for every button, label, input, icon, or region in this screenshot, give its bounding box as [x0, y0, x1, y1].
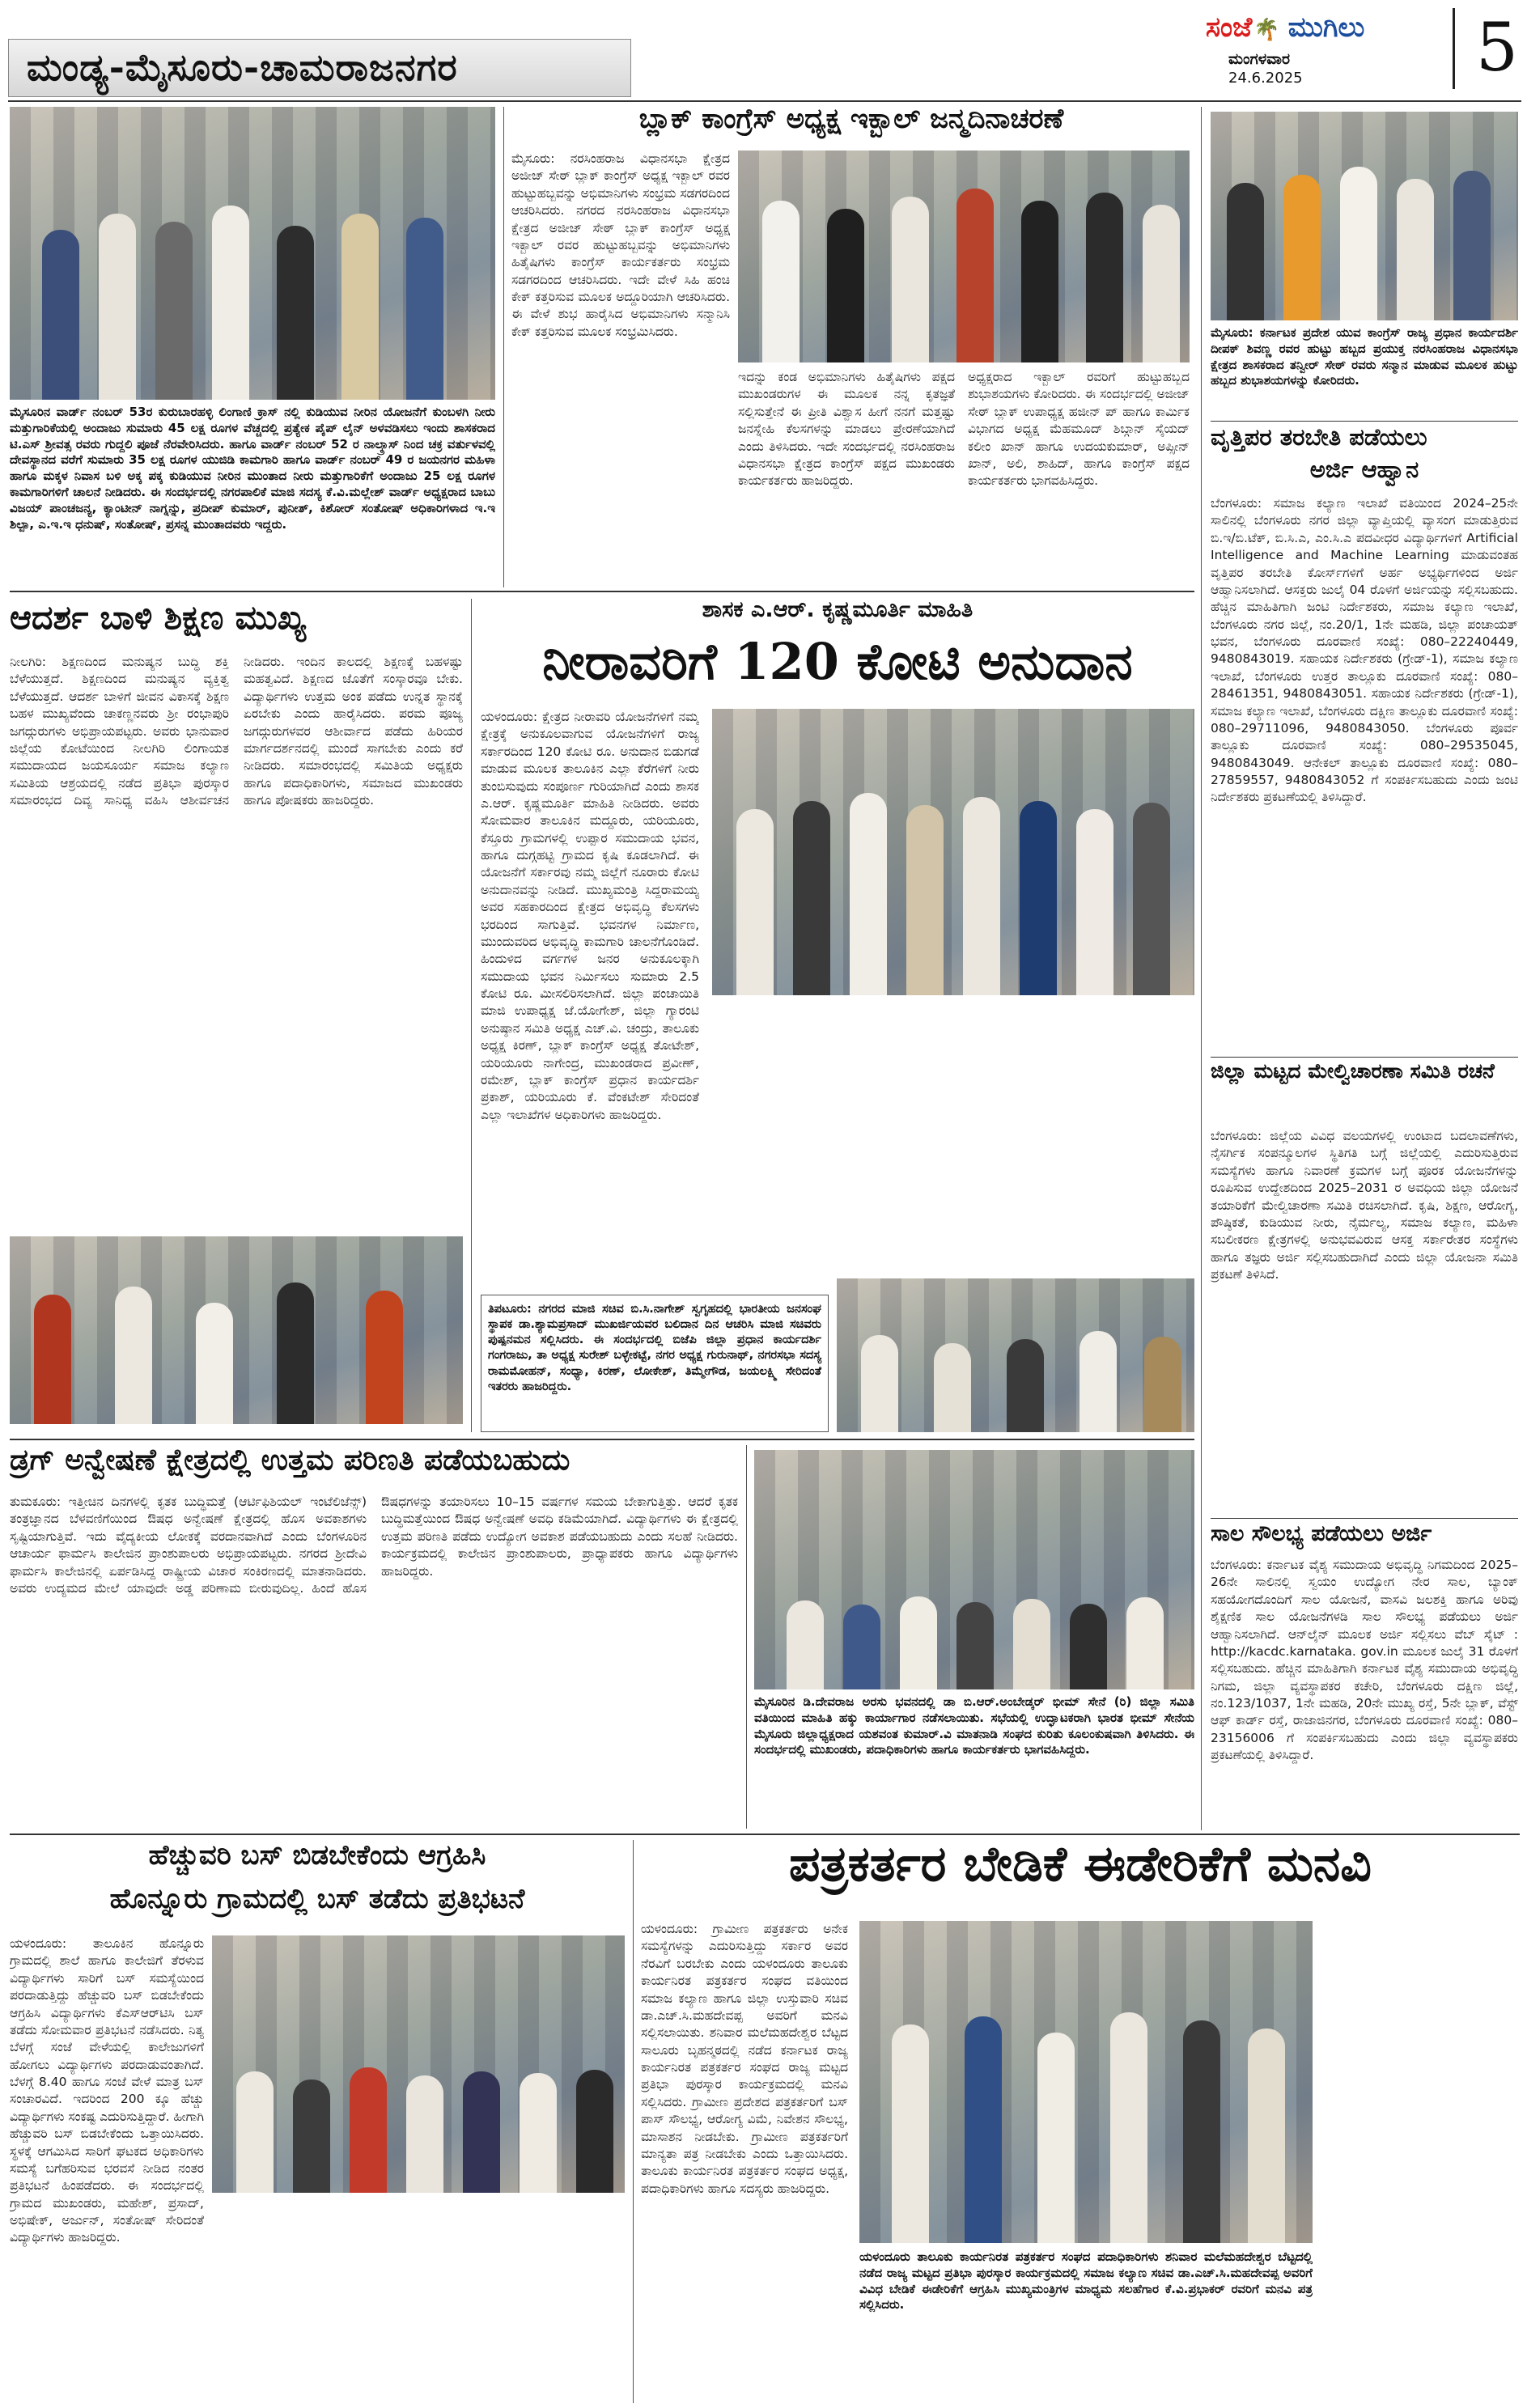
story4-headline-line2: ಅರ್ಜಿ ಆಹ್ವಾನ — [1309, 456, 1419, 483]
story11-photo — [754, 1450, 1194, 1689]
story5-text: ಬೆಂಗಳೂರು: ಜಿಲ್ಲೆಯ ವಿವಿಧ ವಲಯಗಳಲ್ಲಿ ಉಂಟಾದ ಬದಲಾವಣೆಗಳು, ನೈಸರ್ಗಿಕ ಸಂಪನ್ಮೂಲಗಳ ಸ್ಥಿತಿಗತಿ ಬಗ್ಗೆ ಜಿಲ್ಲೆಯಲ್ಲಿ ಎದುರಿಸುತ್ತಿರುವ ಸಮಸ್ಯೆಗಳು ಹಾಗೂ ನಿವಾರಣೆ ಕ್ರಮಗಳ ಬಗ್ಗೆ ಪೂರಕ ಯೋಜನೆಗಳನ್ನು ರೂಪಿಸುವ ಉದ್ದೇಶದಿಂದ 2025–2031 ರ ಅವಧಿಯ ಜಿಲ್ಲಾ ಯೋಜನೆ ತಯಾರಿಕೆಗೆ ಮೇಲ್ವಿಚಾರಣಾ ಸಮಿತಿ ರಚಿಸಲಾಗಿದೆ. ಕೃಷಿ, ಶಿಕ್ಷಣ, ಆರೋಗ್ಯ, ಪೌಷ್ಠಿಕತೆ, ಕುಡಿಯುವ ನೀರು, ನೈರ್ಮಲ್ಯ, ಸಮಾಜ ಕಲ್ಯಾಣ, ಮಹಿಳಾ ಸಬಲೀಕರಣ ಕ್ಷೇತ್ರಗಳಲ್ಲಿ ಅನುಭವವಿರುವ ಆಸಕ್ತ ಸರ್ಕಾರೇತರ ಸಂಸ್ಥೆಗಳು ಹಾಗೂ ತಜ್ಞರು ಅರ್ಜಿ ಸಲ್ಲಿಸಬಹುದಾಗಿದೆ ಎಂದು ಜಿಲ್ಲಾ ಯೋಜನಾ ಸಮಿತಿ ಪ್ರಕಟಣೆ ತಿಳಿಸಿದೆ. — [1211, 1129, 1518, 1282]
masthead-rule — [8, 100, 1521, 102]
story8-photo — [712, 709, 1194, 995]
story9-caption: ತಿಪಟೂರು: ನಗರದ ಮಾಜಿ ಸಚಿವ ಬಿ.ಸಿ.ನಾಗೇಶ್ ಸ್ವಗೃಹದಲ್ಲಿ ಭಾರತೀಯ ಜನಸಂಘ ಸ್ಥಾಪಕ ಡಾ.ಶ್ಯಾಮಪ್ರಸಾದ್ ಮುಖರ್ಜಿಯವರ ಬಲಿದಾನ ದಿನ ಆಚರಿಸಿ ಮಾಜಿ ಸಚಿವರು ಪುಷ್ಪನಮನ ಸಲ್ಲಿಸಿದರು. ಈ ಸಂದರ್ಭದಲ್ಲಿ ಬಿಜೆಪಿ ಜಿಲ್ಲಾ ಪ್ರಧಾನ ಕಾರ್ಯದರ್ಶಿ ಗಂಗರಾಜು, ತಾ ಅಧ್ಯಕ್ಷ ಸುರೇಶ್ ಬಳ್ಳೇಕಟ್ಟೆ, ನಗರ ಅಧ್ಯಕ್ಷ ಗುರುನಾಥ್, ನಗರಸಭಾ ಸದಸ್ಯ ರಾಮಮೋಹನ್, ಸಂಧ್ಯಾ, ಕಿರಣ್, ಲೋಕೇಶ್, ತಿಮ್ಮೇಗೌಡ, ಜಯಲಕ್ಷ್ಮಿ ಸೇರಿದಂತೆ ಇತರರು ಹಾಜರಿದ್ದರು. — [481, 1295, 829, 1432]
story12-photo — [212, 1935, 625, 2193]
story7-headline: ಆದರ್ಶ ಬಾಳಿ ಶಿಕ್ಷಣ ಮುಖ್ಯ — [10, 599, 307, 637]
section-banner — [8, 39, 631, 97]
story3-photo — [1211, 112, 1518, 320]
story8-headline: ನೀರಾವರಿಗೆ 120 ಕೋಟಿ ಅನುದಾನ — [542, 633, 1133, 691]
logo-part1: ಸಂಜೆ — [1206, 11, 1253, 44]
story6-rule — [1211, 1518, 1518, 1519]
story7-photo — [10, 1236, 463, 1424]
story4-headline-line1: ವೃತ್ತಿಪರ ತರಬೇತಿ ಪಡೆಯಲು — [1211, 424, 1427, 451]
story4-rule — [1211, 421, 1518, 422]
story13-text: ಯಳಂದೂರು: ಗ್ರಾಮೀಣ ಪತ್ರಕರ್ತರು ಅನೇಕ ಸಮಸ್ಯೆಗಳನ್ನು ಎದುರಿಸುತ್ತಿದ್ದು ಸರ್ಕಾರ ಅವರ ನೆರವಿಗೆ ಬರಬೇಕು ಎಂದು ಯಳಂದೂರು ತಾಲೂಕು ಕಾರ್ಯನಿರತ ಪತ್ರಕರ್ತರ ಸಂಘದ ವತಿಯಿಂದ ಸಮಾಜ ಕಲ್ಯಾಣ ಹಾಗೂ ಜಿಲ್ಲಾ ಉಸ್ತುವಾರಿ ಸಚಿವ ಡಾ.ಎಚ್.ಸಿ.ಮಹದೇವಪ್ಪ ಅವರಿಗೆ ಮನವಿ ಸಲ್ಲಿಸಲಾಯಿತು. ಶನಿವಾರ ಮಲೆಮಹದೇಶ್ವರ ಬೆಟ್ಟದ ಸಾಲೂರು ಬೃಹನ್ಮಠದಲ್ಲಿ ನಡೆದ ಕರ್ನಾಟಕ ರಾಜ್ಯ ಕಾರ್ಯನಿರತ ಪತ್ರಕರ್ತರ ಸಂಘದ ರಾಜ್ಯ ಮಟ್ಟದ ಪ್ರತಿಭಾ ಪುರಸ್ಕಾರ ಕಾರ್ಯಕ್ರಮದಲ್ಲಿ ಮನವಿ ಸಲ್ಲಿಸಿದರು. ಗ್ರಾಮೀಣ ಪ್ರದೇಶದ ಪತ್ರಕರ್ತರಿಗೆ ಬಸ್ ಪಾಸ್ ಸೌಲಭ್ಯ, ಆರೋಗ್ಯ ವಿಮೆ, ನಿವೇಶನ ಸೌಲಭ್ಯ, ಮಾಸಾಶನ ನೀಡಬೇಕು. ಗ್ರಾಮೀಣ ಪತ್ರಕರ್ತರಿಗೆ ಮಾನ್ಯತಾ ಪತ್ರ ನೀಡಬೇಕು ಎಂದು ಒತ್ತಾಯಿಸಿದರು. ತಾಲೂಕು ಕಾರ್ಯನಿರತ ಪತ್ರಕರ್ತರ ಸಂಘದ ಅಧ್ಯಕ್ಷ, ಪದಾಧಿಕಾರಿಗಳು ಹಾಗೂ ಸದಸ್ಯರು ಹಾಜರಿದ್ದರು. — [641, 1922, 848, 2196]
section-title: ಮಂಡ್ಯ-ಮೈಸೂರು-ಚಾಮರಾಜನಗರ — [27, 45, 458, 89]
band4-rule — [10, 1834, 1520, 1835]
palm-icon: 🌴 — [1253, 18, 1280, 42]
issue-date: 24.6.2025 — [1228, 70, 1303, 87]
story2-text-right: ಅಧ್ಯಕ್ಷರಾದ ಇಕ್ಬಾಲ್ ರವರಿಗೆ ಹುಟ್ಟುಹಬ್ಬದ ಶುಭಾಶಯಗಳು ಕೋರಿದರು. ಈ ಸಂದರ್ಭದಲ್ಲಿ ಅಜೀಜ್ ಸೇಠ್ ಬ್ಲಾಕ್ ಉಪಾಧ್ಯಕ್ಷ ಹಜೀನ್ ಪ್ ಹಾಗೂ ಕಾರ್ಮಿಕ ವಿಭಾಗದ ಅಧ್ಯಕ್ಷ ಮೆಹಮೂದ್ ಶಿಬ್ಗಾನ್ ಸೈಯದ್ ಕಲೀಂ ಖಾನ್ ಹಾಗೂ ಉದಯಕುಮಾರ್, ಅಪ್ಸೀನ್ ಖಾನ್, ಅಲಿ, ಶಾಹಿದ್, ಹಾಗೂ ಕಾಂಗ್ರೆಸ್ ಪಕ್ಷದ ಕಾರ್ಯಕರ್ತರು ಭಾಗವಹಿಸಿದ್ದರು. — [968, 370, 1190, 489]
story6-headline: ಸಾಲ ಸೌಲಭ್ಯ ಪಡೆಯಲು ಅರ್ಜಿ — [1211, 1521, 1432, 1546]
masthead — [1206, 8, 1521, 89]
right-column-rule — [1201, 107, 1202, 1830]
story6-text: ಬೆಂಗಳೂರು: ಕರ್ನಾಟಕ ವೈಶ್ಯ ಸಮುದಾಯ ಅಭಿವೃದ್ಧಿ ನಿಗಮದಿಂದ 2025–26ನೇ ಸಾಲಿನಲ್ಲಿ ಸ್ವಯಂ ಉದ್ಯೋಗ ನೇರ ಸಾಲ, ಬ್ಯಾಂಕ್ ಸಹಯೋಗದೊಂದಿಗೆ ಸಾಲ ಯೋಜನೆ, ವಾಸವಿ ಜಲಶಕ್ತಿ ಹಾಗೂ ಅರಿವು ಶೈಕ್ಷಣಿಕ ಸಾಲ ಯೋಜನೆಗಳಡಿ ಸಾಲ ಸೌಲಭ್ಯ ಪಡೆಯಲು ಅರ್ಜಿ ಆಹ್ವಾನಿಸಲಾಗಿದೆ. ಆನ್‌ಲೈನ್ ಮೂಲಕ ಅರ್ಜಿ ಸಲ್ಲಿಸಲು ವೆಬ್ ಸೈಟ್ : http://kacdc.karnataka. gov.in ಮೂಲಕ ಜುಲೈ 31 ರೊಳಗೆ ಸಲ್ಲಿಸಬಹುದು. ಹೆಚ್ಚಿನ ಮಾಹಿತಿಗಾಗಿ ಕರ್ನಾಟಕ ವೈಶ್ಯ ಸಮುದಾಯ ಅಭಿವೃದ್ಧಿ ನಿಗಮ, ಜಿಲ್ಲಾ ವ್ಯವಸ್ಥಾಪಕರ ಕಚೇರಿ, ಬೆಂಗಳೂರು ದಕ್ಷಿಣ ಜಿಲ್ಲೆ, ನಂ.123/1037, 1ನೇ ಮಹಡಿ, 20ನೇ ಮುಖ್ಯ ರಸ್ತೆ, 5ನೇ ಬ್ಲಾಕ್, ವೆಸ್ಟ್ ಆಫ್ ಕಾರ್ಡ್ ರಸ್ತೆ, ರಾಜಾಜಿನಗರ, ಬೆಂಗಳೂರು ದೂರವಾಣಿ ಸಂಖ್ಯೆ: 080–23156006 ಗೆ ಸಂಪರ್ಕಿಸಬಹುದು ಎಂದು ಜಿಲ್ಲಾ ವ್ಯವಸ್ಥಾಪಕರು ಪ್ರಕಟಣೆಯಲ್ಲಿ ತಿಳಿಸಿದ್ದಾರೆ. — [1211, 1558, 1518, 1763]
story8-kicker: ಶಾಸಕ ಎ.ಆರ್. ಕೃಷ್ಣಮೂರ್ತಿ ಮಾಹಿತಿ — [702, 597, 973, 622]
story12-headline-line2: ಹೊನ್ನೂರು ಗ್ರಾಮದಲ್ಲಿ ಬಸ್ ತಡೆದು ಪ್ರತಿಭಟನೆ — [109, 1884, 525, 1915]
band3-rule — [10, 1439, 1194, 1440]
story3-caption: ಮೈಸೂರು: ಕರ್ನಾಟಕ ಪ್ರದೇಶ ಯುವ ಕಾಂಗ್ರೆಸ್ ರಾಜ್ಯ ಪ್ರಧಾನ ಕಾರ್ಯದರ್ಶಿ ದೀಪಕ್ ಶಿವಣ್ಣ ರವರ ಹುಟ್ಟು ಹಬ್ಬದ ಪ್ರಯುಕ್ತ ನರಸಿಂಹರಾಜ ವಿಧಾನಸಭಾ ಕ್ಷೇತ್ರದ ಶಾಸಕರಾದ ತನ್ವೀರ್ ಸೇಠ್ ರವರು ಸನ್ಮಾನ ಮಾಡುವ ಮೂಲಕ ಹುಟ್ಟು ಹಬ್ಬದ ಶುಭಾಶಯಗಳನ್ನು ಕೋರಿದರು. — [1211, 325, 1518, 388]
story2-headline: ಬ್ಲಾಕ್ ಕಾಂಗ್ರೆಸ್ ಅಧ್ಯಕ್ಷ ಇಕ್ಬಾಲ್ ಜನ್ಮದಿನಾಚರಣೆ — [638, 104, 1064, 135]
story4-text: ಬೆಂಗಳೂರು: ಸಮಾಜ ಕಲ್ಯಾಣ ಇಲಾಖೆ ವತಿಯಿಂದ 2024–25ನೇ ಸಾಲಿನಲ್ಲಿ ಬೆಂಗಳೂರು ನಗರ ಜಿಲ್ಲಾ ವ್ಯಾಪ್ತಿಯಲ್ಲಿ ವ್ಯಾಸಂಗ ಮಾಡುತ್ತಿರುವ ಬಿ.ಇ/ಬಿ.ಟೆಕ್, ಬಿ.ಸಿ.ಎ, ಎಂ.ಸಿ.ಎ ಪದವೀಧರ ವಿದ್ಯಾರ್ಥಿಗಳಿಗೆ Artificial Intelligence and Machine Learning ಮಾಡುವಂತಹ ವೃತ್ತಿಪರ ತರಬೇತಿ ಕೋರ್ಸ್‌ಗಳಿಗೆ ಅರ್ಹ ಅಭ್ಯರ್ಥಿಗಳಿಂದ ಅರ್ಜಿ ಆಹ್ವಾನಿಸಲಾಗಿದೆ. ಆಸಕ್ತರು ಜುಲೈ 04 ರೊಳಗೆ ಅರ್ಜಿಯನ್ನು ಸಲ್ಲಿಸಬಹುದು. ಹೆಚ್ಚಿನ ಮಾಹಿತಿಗಾಗಿ ಜಂಟಿ ನಿರ್ದೇಶಕರು, ಸಮಾಜ ಕಲ್ಯಾಣ ಇಲಾಖೆ, ಬೆಂಗಳೂರು ನಗರ ಜಿಲ್ಲೆ, ನಂ.20/1, 1ನೇ ಮಹಡಿ, ಜಿಲ್ಲಾ ಪಂಚಾಯತ್ ಭವನ, ಬೆಂಗಳೂರು ದೂರವಾಣಿ ಸಂಖ್ಯೆ: 080–22240449, 9480843019. ಸಹಾಯಕ ನಿರ್ದೇಶಕರು (ಗ್ರೇಡ್-1), ಸಮಾಜ ಕಲ್ಯಾಣ ಇಲಾಖೆ, ಬೆಂಗಳೂರು ಉತ್ತರ ತಾಲ್ಲೂಕು ದೂರವಾಣಿ ಸಂಖ್ಯೆ: 080–28461351, 9480843051. ಸಹಾಯಕ ನಿರ್ದೇಶಕರು (ಗ್ರೇಡ್-1), ಸಮಾಜ ಕಲ್ಯಾಣ ಇಲಾಖೆ, ಬೆಂಗಳೂರು ದಕ್ಷಿಣ ತಾಲ್ಲೂಕು ದೂರವಾಣಿ ಸಂಖ್ಯೆ: 080–29711096, 9480843050. ಬೆಂಗಳೂರು ಪೂರ್ವ ತಾಲ್ಲೂಕು ದೂರವಾಣಿ ಸಂಖ್ಯೆ: 080–29535045, 9480843049. ಆನೇಕಲ್ ತಾಲ್ಲೂಕು ದೂರವಾಣಿ ಸಂಖ್ಯೆ: 080–27859557, 9480843052 ಗೆ ಸಂಪರ್ಕಿಸಬಹುದು ಎಂದು ಜಂಟಿ ನಿರ್ದೇಶಕರು ಪ್ರಕಟಣೆಯಲ್ಲಿ ತಿಳಿಸಿದ್ದಾರೆ. — [1211, 496, 1518, 805]
story8-text: ಯಳಂದೂರು: ಕ್ಷೇತ್ರದ ನೀರಾವರಿ ಯೋಜನೆಗಳಿಗೆ ನಮ್ಮ ಕ್ಷೇತ್ರಕ್ಕೆ ಅನುಕೂಲವಾಗುವ ಯೋಜನೆಗಳಿಗೆ ರಾಜ್ಯ ಸರ್ಕಾರದಿಂದ 120 ಕೋಟಿ ರೂ. ಅನುದಾನ ಬಿಡುಗಡೆ ಮಾಡುವ ಮೂಲಕ ತಾಲೂಕಿನ ಎಲ್ಲಾ ಕೆರೆಗಳಿಗೆ ನೀರು ತುಂಬಿಸುವುದು ಸಂಪೂರ್ಣ ಗುರಿಯಾಗಿದೆ ಎಂದು ಶಾಸಕ ಎ.ಆರ್. ಕೃಷ್ಣಮೂರ್ತಿ ಮಾಹಿತಿ ನೀಡಿದರು. ಅವರು ಸೋಮವಾರ ತಾಲೂಕಿನ ಮದ್ದೂರು, ಯರಿಯೂರು, ಕೆಸ್ತೂರು ಗ್ರಾಮಗಳಲ್ಲಿ ಉಪ್ಪಾರ ಸಮುದಾಯ ಭವನ, ಹಾಗೂ ದುಗ್ಗಹಟ್ಟಿ ಗ್ರಾಮದ ಕೃಷಿ ಕೂಡಲಾಗಿದೆ. ಈ ಯೋಜನೆಗೆ ಸರ್ಕಾರವು ನಮ್ಮ ಜಿಲ್ಲೆಗೆ ನೂರಾರು ಕೋಟಿ ಅನುದಾನವನ್ನು ನೀಡಿದೆ. ಮುಖ್ಯಮಂತ್ರಿ ಸಿದ್ದರಾಮಯ್ಯ ಅವರ ಸಹಕಾರದಿಂದ ಕ್ಷೇತ್ರದ ಅಭಿವೃದ್ಧಿ ಕೆಲಸಗಳು ಭರದಿಂದ ಸಾಗುತ್ತಿವೆ. ಭವನಗಳ ನಿರ್ಮಾಣ, ಮುಂದುವರಿದ ಅಭಿವೃದ್ಧಿ ಕಾಮಗಾರಿ ಚಾಲನೆಗೊಂಡಿದೆ. ಹಿಂದುಳಿದ ವರ್ಗಗಳ ಜನರ ಅನುಕೂಲಕ್ಕಾಗಿ ಸಮುದಾಯ ಭವನ ನಿರ್ಮಿಸಲು ಸುಮಾರು 2.5 ಕೋಟಿ ರೂ. ಮೀಸಲಿರಿಸಲಾಗಿದೆ. ಜಿಲ್ಲಾ ಪಂಚಾಯಿತಿ ಮಾಜಿ ಉಪಾಧ್ಯಕ್ಷ ಜೆ.ಯೋಗೇಶ್, ಜಿಲ್ಲಾ ಗ್ಯಾರಂಟಿ ಅನುಷ್ಠಾನ ಸಮಿತಿ ಅಧ್ಯಕ್ಷ ಎಚ್.ವಿ. ಚಂದ್ರು, ತಾಲೂಕು ಅಧ್ಯಕ್ಷ ಕಿರಣ್, ಬ್ಲಾಕ್ ಕಾಂಗ್ರೆಸ್ ಅಧ್ಯಕ್ಷ ತೋಟೇಶ್, ಯರಿಯೂರು ನಾಗೇಂದ್ರ, ಮುಖಂಡರಾದ ಪ್ರವೀಣ್, ರಮೇಶ್, ಬ್ಲಾಕ್ ಕಾಂಗ್ರೆಸ್ ಪ್ರಧಾನ ಕಾರ್ಯದರ್ಶಿ ಪ್ರಕಾಶ್, ಯರಿಯೂರು ಕೆ. ವೆಂಕಟೇಶ್ ಸೇರಿದಂತೆ ಎಲ್ಲಾ ಇಲಾಖೆಗಳ ಅಧಿಕಾರಿಗಳು ಹಾಜರಿದ್ದರು. — [481, 710, 699, 1122]
story13-text-continued — [1324, 1921, 1520, 2403]
story5-rule — [1211, 1057, 1518, 1058]
issue-day: ಮಂಗಳವಾರ — [1228, 50, 1291, 68]
newspaper-logo — [1206, 11, 1364, 44]
story13-photo — [859, 1921, 1313, 2243]
story13-caption: ಯಳಂದೂರು ತಾಲೂಕು ಕಾರ್ಯನಿರತ ಪತ್ರಕರ್ತರ ಸಂಘದ ಪದಾಧಿಕಾರಿಗಳು ಶನಿವಾರ ಮಲೆಮಹದೇಶ್ವರ ಬೆಟ್ಟದಲ್ಲಿ ನಡೆದ ರಾಜ್ಯ ಮಟ್ಟದ ಪ್ರತಿಭಾ ಪುರಸ್ಕಾರ ಕಾರ್ಯಕ್ರಮದಲ್ಲಿ ಸಮಾಜ ಕಲ್ಯಾಣ ಸಚಿವ ಡಾ.ಎಚ್.ಸಿ.ಮಹದೇವಪ್ಪ ಅವರಿಗೆ ವಿವಿಧ ಬೇಡಿಕೆ ಈಡೇರಿಕೆಗೆ ಆಗ್ರಹಿಸಿ ಮುಖ್ಯಮಂತ್ರಿಗಳ ಮಾಧ್ಯಮ ಸಲಹೆಗಾರ ಕೆ.ವಿ.ಪ್ರಭಾಕರ್ ರವರಿಗೆ ಮನವಿ ಪತ್ರ ಸಲ್ಲಿಸಿದರು. — [859, 2249, 1313, 2313]
story11-caption: ಮೈಸೂರಿನ ಡಿ.ದೇವರಾಜ ಅರಸು ಭವನದಲ್ಲಿ ಡಾ ಬಿ.ಆರ್.ಅಂಬೇಡ್ಕರ್ ಭೀಮ್ ಸೇನೆ (ರಿ) ಜಿಲ್ಲಾ ಸಮಿತಿ ವತಿಯಿಂದ ಮಾಹಿತಿ ಹಕ್ಕು ಕಾರ್ಯಾಗಾರ ನಡೆಸಲಾಯಿತು. ಸಭೆಯಲ್ಲಿ ಉದ್ಘಾಟಕರಾಗಿ ಭಾರತ ಭೀಮ್ ಸೇನೆಯ ಮೈಸೂರು ಜಿಲ್ಲಾಧ್ಯಕ್ಷರಾದ ಯಶವಂತ ಕುಮಾರ್.ವಿ ಮಾತನಾಡಿ ಸಂಘದ ಕುರಿತು ಕೂಲಂಕುಷವಾಗಿ ತಿಳಿಸಿದರು. ಈ ಸಂದರ್ಭದಲ್ಲಿ ಮುಖಂಡರು, ಪದಾಧಿಕಾರಿಗಳು ಹಾಗೂ ಕಾರ್ಯಕರ್ತರು ಭಾಗವಹಿಸಿದ್ದರು. — [754, 1694, 1194, 1757]
logo-part2: ಮುಗಿಲು — [1287, 11, 1365, 44]
column-rule — [633, 1840, 634, 2403]
story9-photo — [837, 1278, 1194, 1432]
story5-headline: ಜಿಲ್ಲಾ ಮಟ್ಟದ ಮೇಲ್ವಿಚಾರಣಾ ಸಮಿತಿ ರಚನೆ — [1211, 1060, 1495, 1083]
story7-text: ನೀಲಗಿರಿ: ಶಿಕ್ಷಣದಿಂದ ಮನುಷ್ಯನ ಬುದ್ಧಿ ಶಕ್ತಿ ಬೆಳೆಯುತ್ತದೆ. ಶಿಕ್ಷಣದಿಂದ ಮನುಷ್ಯನ ವ್ಯಕ್ತಿತ್ವ ಬೆಳೆಯುತ್ತದೆ. ಆದರ್ಶ ಬಾಳಿಗೆ ಜೀವನ ವಿಕಾಸಕ್ಕೆ ಶಿಕ್ಷಣ ಬಹಳ ಮುಖ್ಯವೆಂದು ಚಾಕಣ್ಣನವರು ಶ್ರೀ ರಂಭಾಪುರಿ ಜಗದ್ಗುರುಗಳು ಅಭಿಪ್ರಾಯಪಟ್ಟರು. ಅವರು ಭಾನುವಾರ ಜಿಲ್ಲೆಯ ಕೋಟೆಯಿಂದ ನೀಲಗಿರಿ ಲಿಂಗಾಯತ ಸಮುದಾಯದ ಜಯಸೂರ್ಯ ಸಮಾಜ ಕಲ್ಯಾಣ ಸಮಿತಿಯ ಆಶ್ರಯದಲ್ಲಿ ನಡೆದ ಪ್ರತಿಭಾ ಪುರಸ್ಕಾರ ಸಮಾರಂಭದ ದಿವ್ಯ ಸಾನಿಧ್ಯ ವಹಿಸಿ ಆಶೀರ್ವಚನ ನೀಡಿದರು. ಇಂದಿನ ಕಾಲದಲ್ಲಿ ಶಿಕ್ಷಣಕ್ಕೆ ಬಹಳಷ್ಟು ಮಹತ್ವವಿದೆ. ಶಿಕ್ಷಣದ ಜೊತೆಗೆ ಸಂಸ್ಕಾರವೂ ಬೇಕು. ವಿದ್ಯಾರ್ಥಿಗಳು ಉತ್ತಮ ಅಂಕ ಪಡೆದು ಉನ್ನತ ಸ್ಥಾನಕ್ಕೆ ಏರಬೇಕು ಎಂದು ಹಾರೈಸಿದರು. ಪರಮ ಪೂಜ್ಯ ಜಗದ್ಗುರುಗಳವರ ಆಶೀರ್ವಾದ ಪಡೆದು ಹಿರಿಯರ ಮಾರ್ಗದರ್ಶನದಲ್ಲಿ ಮುಂದೆ ಸಾಗಬೇಕು ಎಂದು ಕರೆ ನೀಡಿದರು. ಸಮಾರಂಭದಲ್ಲಿ ಸಮಿತಿಯ ಅಧ್ಯಕ್ಷರು ಹಾಗೂ ಪದಾಧಿಕಾರಿಗಳು, ಸಮಾಜದ ಮುಖಂಡರು ಹಾಗೂ ಪೋಷಕರು ಹಾಜರಿದ್ದರು. — [10, 655, 463, 808]
story13-headline: ಪತ್ರಕರ್ತರ ಬೇಡಿಕೆ ಈಡೇರಿಕೆಗೆ ಮನವಿ — [789, 1837, 1372, 1893]
story10-text: ತುಮಕೂರು: ಇತ್ತೀಚಿನ ದಿನಗಳಲ್ಲಿ ಕೃತಕ ಬುದ್ಧಿಮತ್ತೆ (ಆರ್ಟಿಫಿಶಿಯಲ್ ಇಂಟೆಲಿಜೆನ್ಸ್) ತಂತ್ರಜ್ಞಾನದ ಬೆಳವಣಿಗೆಯಿಂದ ಔಷಧ ಅನ್ವೇಷಣೆ ಕ್ಷೇತ್ರದಲ್ಲಿ ಹೊಸ ಅವಕಾಶಗಳು ಸೃಷ್ಟಿಯಾಗುತ್ತಿವೆ. ಇದು ವೈದ್ಯಕೀಯ ಲೋಕಕ್ಕೆ ವರದಾನವಾಗಿದೆ ಎಂದು ಬೆಂಗಳೂರಿನ ಆಚಾರ್ಯ ಫಾರ್ಮಸಿ ಕಾಲೇಜಿನ ಪ್ರಾಂಶುಪಾಲರು ಅಭಿಪ್ರಾಯಪಟ್ಟರು. ನಗರದ ಶ್ರೀದೇವಿ ಫಾರ್ಮಸಿ ಕಾಲೇಜಿನಲ್ಲಿ ಏರ್ಪಡಿಸಿದ್ದ ರಾಷ್ಟ್ರೀಯ ವಿಚಾರ ಸಂಕಿರಣದಲ್ಲಿ ಮಾತನಾಡಿದರು. ಅವರು ಉದ್ಯಮದ ಮೇಲೆ ಯಾವುದೇ ಅಡ್ಡ ಪರಿಣಾಮ ಬೀರುವುದಿಲ್ಲ. ಹಿಂದೆ ಹೊಸ ಔಷಧಗಳನ್ನು ತಯಾರಿಸಲು 10–15 ವರ್ಷಗಳ ಸಮಯ ಬೇಕಾಗುತ್ತಿತ್ತು. ಆದರೆ ಕೃತಕ ಬುದ್ಧಿಮತ್ತೆಯಿಂದ ಔಷಧ ಅನ್ವೇಷಣೆ ಅವಧಿ ಕಡಿಮೆಯಾಗಿದೆ. ವಿದ್ಯಾರ್ಥಿಗಳು ಈ ಕ್ಷೇತ್ರದಲ್ಲಿ ಉತ್ತಮ ಪರಿಣತಿ ಪಡೆದು ಉದ್ಯೋಗ ಅವಕಾಶ ಪಡೆಯಬಹುದು ಎಂದು ಸಲಹೆ ನೀಡಿದರು. ಕಾರ್ಯಕ್ರಮದಲ್ಲಿ ಕಾಲೇಜಿನ ಪ್ರಾಂಶುಪಾಲರು, ಪ್ರಾಧ್ಯಾಪಕರು ಹಾಗೂ ವಿದ್ಯಾರ್ಥಿಗಳು ಹಾಜರಿದ್ದರು. — [10, 1494, 738, 1596]
story1-photo — [10, 107, 495, 400]
band2-rule — [10, 591, 1194, 592]
column-rule — [746, 1445, 747, 1829]
story12-text: ಯಳಂದೂರು: ತಾಲೂಕಿನ ಹೊನ್ನೂರು ಗ್ರಾಮದಲ್ಲಿ ಶಾಲೆ ಹಾಗೂ ಕಾಲೇಜಿಗೆ ತೆರಳುವ ವಿದ್ಯಾರ್ಥಿಗಳು ಸಾರಿಗೆ ಬಸ್ ಸಮಸ್ಯೆಯಿಂದ ಪರದಾಡುತ್ತಿದ್ದು ಹೆಚ್ಚುವರಿ ಬಸ್ ಬಿಡಬೇಕೆಂದು ಆಗ್ರಹಿಸಿ ವಿದ್ಯಾರ್ಥಿಗಳು ಕೆಎಸ್‌ಆರ್‌ಟಿಸಿ ಬಸ್ ತಡೆದು ಸೋಮವಾರ ಪ್ರತಿಭಟನೆ ನಡೆಸಿದರು. ನಿತ್ಯ ಬೆಳಗ್ಗೆ ಸಂಜೆ ವೇಳೆಯಲ್ಲಿ ಕಾಲೇಜುಗಳಿಗೆ ಹೋಗಲು ವಿದ್ಯಾರ್ಥಿಗಳು ಪರದಾಡುವಂತಾಗಿದೆ. ಬೆಳಗ್ಗೆ 8.40 ಹಾಗೂ ಸಂಜೆ ವೇಳೆ ಮಾತ್ರ ಬಸ್ ಸಂಚಾರವಿದೆ. ಇದರಿಂದ 200 ಕ್ಕೂ ಹೆಚ್ಚು ವಿದ್ಯಾರ್ಥಿಗಳು ಸಂಕಷ್ಟ ಎದುರಿಸುತ್ತಿದ್ದಾರೆ. ಹೀಗಾಗಿ ಹೆಚ್ಚುವರಿ ಬಸ್ ಬಿಡಬೇಕೆಂದು ಒತ್ತಾಯಿಸಿದರು. ಸ್ಥಳಕ್ಕೆ ಆಗಮಿಸಿದ ಸಾರಿಗೆ ಘಟಕದ ಅಧಿಕಾರಿಗಳು ಸಮಸ್ಯೆ ಬಗೆಹರಿಸುವ ಭರವಸೆ ನೀಡಿದ ನಂತರ ಪ್ರತಿಭಟನೆ ಹಿಂಪಡೆದರು. ಈ ಸಂದರ್ಭದಲ್ಲಿ ಗ್ರಾಮದ ಮುಖಂಡರು, ಮಹೇಶ್, ಪ್ರಸಾದ್, ಅಭಿಷೇಕ್, ಅರ್ಜುನ್, ಸಂತೋಷ್ ಸೇರಿದಂತೆ ವಿದ್ಯಾರ್ಥಿಗಳು ಹಾಜರಿದ್ದರು. — [10, 1936, 204, 2245]
story2-text-mid: ಇದನ್ನು ಕಂಡ ಅಭಿಮಾನಿಗಳು ಹಿತೈಷಿಗಳು ಪಕ್ಷದ ಮುಖಂಡರುಗಳ ಈ ಮೂಲಕ ನನ್ನ ಕೃತಜ್ಞತೆ ಸಲ್ಲಿಸುತ್ತೇನೆ ಈ ಪ್ರೀತಿ ವಿಶ್ವಾಸ ಹೀಗೆ ನನಗೆ ಮತ್ತಷ್ಟು ಜನಸ್ನೇಹಿ ಕೆಲಸಗಳನ್ನು ಮಾಡಲು ಪ್ರೇರಣೆಯಾಗಿದೆ ಎಂದು ತಿಳಿಸಿದರು. ಇದೇ ಸಂದರ್ಭದಲ್ಲಿ ನರಸಿಂಹರಾಜ ವಿಧಾನಸಭಾ ಕ್ಷೇತ್ರದ ಕಾಂಗ್ರೆಸ್ ಪಕ್ಷದ ಮುಖಂಡರು ಕಾರ್ಯಕರ್ತರು ಹಾಜರಿದ್ದರು. — [738, 370, 955, 489]
column-rule — [471, 599, 472, 1432]
story2-photo — [738, 150, 1190, 362]
story1-caption: ಮೈಸೂರಿನ ವಾರ್ಡ್ ನಂಬರ್ 53ರ ಕುರುಬಾರಹಳ್ಳಿ ಲಿಂಗಾಣಿ ಕ್ರಾಸ್ ನಲ್ಲಿ ಕುಡಿಯುವ ನೀರಿನ ಯೋಜನೆಗೆ ಕುಂಬಳಗಿ ನೀರು ಮತ್ತುಗಾರಿಕೆಯಲ್ಲಿ ಅಂದಾಜು ಸುಮಾರು 45 ಲಕ್ಷ ರೂಗಳ ವೆಚ್ಚದಲ್ಲಿ ಪ್ರತ್ಯೇಕ ಪೈಪ್ ಲೈನ್ ಅಳವಡಿಸಲು ಇಂದು ಶಾಸಕರಾದ ಟಿ.ಎಸ್ ಶ್ರೀವತ್ಸ ರವರು ಗುದ್ದಲಿ ಪೂಜೆ ನೆರವೇರಿಸಿದರು. ಹಾಗೂ ವಾರ್ಡ್ ನಂಬರ್ 52 ರ ನಾಲ್ಕ್ರಾಸ್ ನಿಂದ ಚಕ್ರ ವರ್ತುಳವಲ್ಲಿ ದೇವಸ್ಥಾನದ ವರೆಗೆ ಸುಮಾರು 35 ಲಕ್ಷ ರೂಗಳ ಯುಜಿಡಿ ಕಾಮಗಾರಿ ಹಾಗೂ ವಾರ್ಡ್ ನಂಬರ್ 49 ರ ಜಯನಗರ ಮಹಿಳಾ ಹಾಗೂ ಮಕ್ಕಳ ನಿವಾಸ ಬಳಿ ಅಕ್ಕ ಪಕ್ಕ ಕುಡಿಯುವ ನೀರಿನ ಮುಂತಾದ ನೀರು ಮತ್ತುಗಾರಿಕೆಗೆ ಅಂದಾಜು 25 ಲಕ್ಷ ರೂಗಳ ಕಾಮಗಾರಿಗಳಿಗೆ ಚಾಲನೆ ನೀಡಿದರು. ಈ ಸಂದರ್ಭದಲ್ಲಿ ನಗರಪಾಲಿಕೆ ಮಾಜಿ ಸದಸ್ಯ ಕೆ.ವಿ.ಮಲ್ಲೇಶ್ ವಾರ್ಡ್ ಅಧ್ಯಕ್ಷರಾದ ಬಾಬು ವಿಜಯ್ ಪಾಂಚಜನ್ಯ, ಕ್ಯಾಂಟೀನ್ ನಾಗ್ನನ್ನು, ಪ್ರದೀಪ್ ಕುಮಾರ್, ಪುನೀತ್, ಕಿಶೋರ್ ಸಂತೋಷ್ ಅಧಿಕಾರಿಗಳಾದ ಇ.ಇ ಶಿಲ್ಪಾ, ಎ.ಇ.ಇ ಧನುಷ್, ಸಂತೋಷ್, ಪ್ರಸನ್ನ ಮುಂತಾದವರು ಇದ್ದರು. — [10, 405, 495, 532]
page-number: 5 — [1453, 8, 1518, 89]
column-rule — [503, 107, 504, 587]
story12-headline-line1: ಹೆಚ್ಚುವರಿ ಬಸ್ ಬಿಡಬೇಕೆಂದು ಆಗ್ರಹಿಸಿ — [148, 1840, 486, 1872]
story2-text-left: ಮೈಸೂರು: ನರಸಿಂಹರಾಜ ವಿಧಾನಸಭಾ ಕ್ಷೇತ್ರದ ಅಜೀಜ್ ಸೇಠ್ ಬ್ಲಾಕ್ ಕಾಂಗ್ರೆಸ್ ಅಧ್ಯಕ್ಷ ಇಕ್ಬಾಲ್ ರವರ ಹುಟ್ಟುಹಬ್ಬವನ್ನು ಅಭಿಮಾನಿಗಳು ಸಂಭ್ರಮ ಸಡಗರದಿಂದ ಆಚರಿಸಿದರು. ನಗರದ ನರಸಿಂಹರಾಜ ವಿಧಾನಸಭಾ ಕ್ಷೇತ್ರದ ಅಜೀಜ್ ಸೇಠ್ ಬ್ಲಾಕ್ ಕಾಂಗ್ರೆಸ್ ಅಧ್ಯಕ್ಷ ಇಕ್ಬಾಲ್ ರವರ ಹುಟ್ಟುಹಬ್ಬವನ್ನು ಅಭಿಮಾನಿಗಳು ಹಿತೈಷಿಗಳು ಕಾಂಗ್ರೆಸ್ ಕಾರ್ಯಕರ್ತರು ಸಂಭ್ರಮ ಸಡಗರದಿಂದ ಆಚರಿಸಿದರು. ಇದೇ ವೇಳೆ ಸಿಹಿ ಹಂಚಿ ಕೇಕ್ ಕತ್ತರಿಸುವ ಮೂಲಕ ಅದ್ದೂರಿಯಾಗಿ ಆಚರಿಸಿದರು. ಈ ವೇಳೆ ಶುಭ ಹಾರೈಸಿದ ಅಭಿಮಾನಿಗಳು ಸನ್ಮಾನಿಸಿ ಕೇಕ್ ಕತ್ತರಿಸುವ ಮೂಲಕ ಸಂಭ್ರಮಿಸಿದರು. — [511, 151, 730, 339]
story10-headline: ಡ್ರಗ್ ಅನ್ವೇಷಣೆ ಕ್ಷೇತ್ರದಲ್ಲಿ ಉತ್ತಮ ಪರಿಣತಿ ಪಡೆಯಬಹುದು — [10, 1444, 571, 1477]
